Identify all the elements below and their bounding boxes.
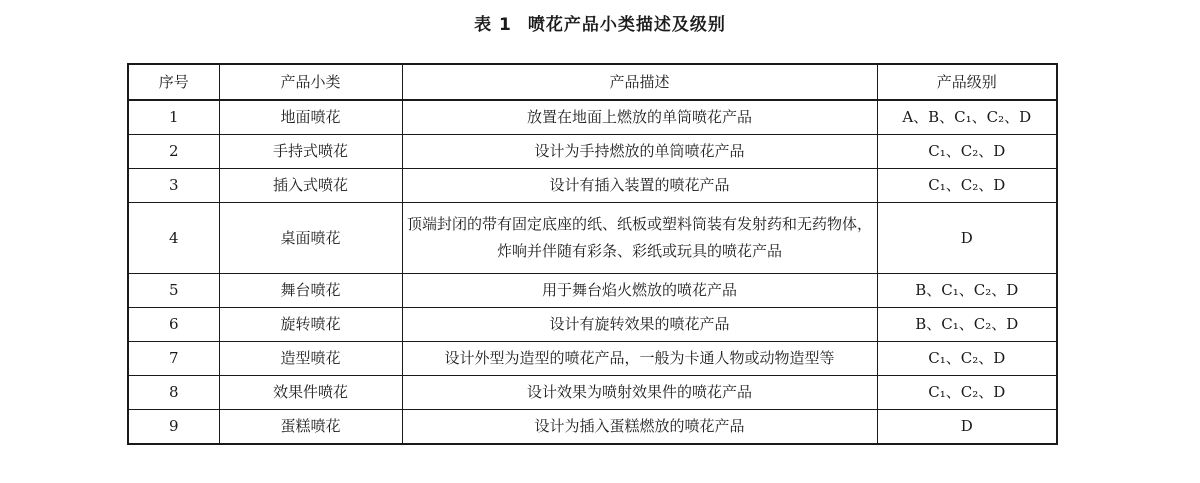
cell-product-level: B、C₁、C₂、D [877,274,1057,308]
table-number: 表 1 [474,15,512,35]
table-row [128,308,1057,342]
cell-product-level: B、C₁、C₂、D [877,308,1057,342]
cell-product-level: A、B、C₁、C₂、D [877,100,1057,135]
header-serial-number: 序号 [128,64,219,100]
cell-product-subclass: 效果件喷花 [219,376,402,410]
header-product-level: 产品级别 [877,64,1057,100]
cell-product-description: 用于舞台焰火燃放的喷花产品 [402,274,877,308]
cell-product-subclass: 地面喷花 [219,100,402,135]
cell-product-subclass: 造型喷花 [219,342,402,376]
cell-serial-number: 8 [128,376,219,410]
table-row [128,135,1057,169]
table-title: 喷花产品小类描述及级别 [527,15,726,35]
cell-product-level: C₁、C₂、D [877,376,1057,410]
cell-product-description: 设计有旋转效果的喷花产品 [402,308,877,342]
cell-product-level: D [877,203,1057,274]
cell-product-description: 放置在地面上燃放的单筒喷花产品 [402,100,877,135]
cell-product-level: C₁、C₂、D [877,135,1057,169]
cell-product-description: 顶端封闭的带有固定底座的纸、纸板或塑料筒装有发射药和无药物体，炸响并伴随有彩条、彩纸或玩具的喷花产品 [402,203,877,274]
cell-serial-number: 3 [128,169,219,203]
cell-serial-number: 2 [128,135,219,169]
table-row [128,410,1057,445]
cell-product-subclass: 舞台喷花 [219,274,402,308]
table-header-row [128,64,1057,100]
cell-product-description: 设计有插入装置的喷花产品 [402,169,877,203]
header-product-subclass: 产品小类 [219,64,402,100]
cell-product-level: D [877,410,1057,445]
cell-product-subclass: 手持式喷花 [219,135,402,169]
cell-product-subclass: 旋转喷花 [219,308,402,342]
cell-serial-number: 6 [128,308,219,342]
cell-serial-number: 1 [128,100,219,135]
cell-serial-number: 9 [128,410,219,445]
cell-product-description: 设计效果为喷射效果件的喷花产品 [402,376,877,410]
cell-product-description: 设计外型为造型的喷花产品，一般为卡通人物或动物造型等 [402,342,877,376]
fireworks-spec-table [127,63,1058,445]
table-caption [0,10,1200,35]
cell-product-subclass: 蛋糕喷花 [219,410,402,445]
cell-serial-number: 4 [128,203,219,274]
cell-serial-number: 5 [128,274,219,308]
cell-product-subclass: 桌面喷花 [219,203,402,274]
table-row [128,203,1057,274]
cell-product-level: C₁、C₂、D [877,169,1057,203]
table-row [128,376,1057,410]
cell-product-description: 设计为插入蛋糕燃放的喷花产品 [402,410,877,445]
table-row [128,100,1057,135]
table-row [128,274,1057,308]
cell-product-description: 设计为手持燃放的单筒喷花产品 [402,135,877,169]
cell-product-level: C₁、C₂、D [877,342,1057,376]
table-row [128,342,1057,376]
header-product-description: 产品描述 [402,64,877,100]
cell-product-subclass: 插入式喷花 [219,169,402,203]
cell-serial-number: 7 [128,342,219,376]
table-row [128,169,1057,203]
